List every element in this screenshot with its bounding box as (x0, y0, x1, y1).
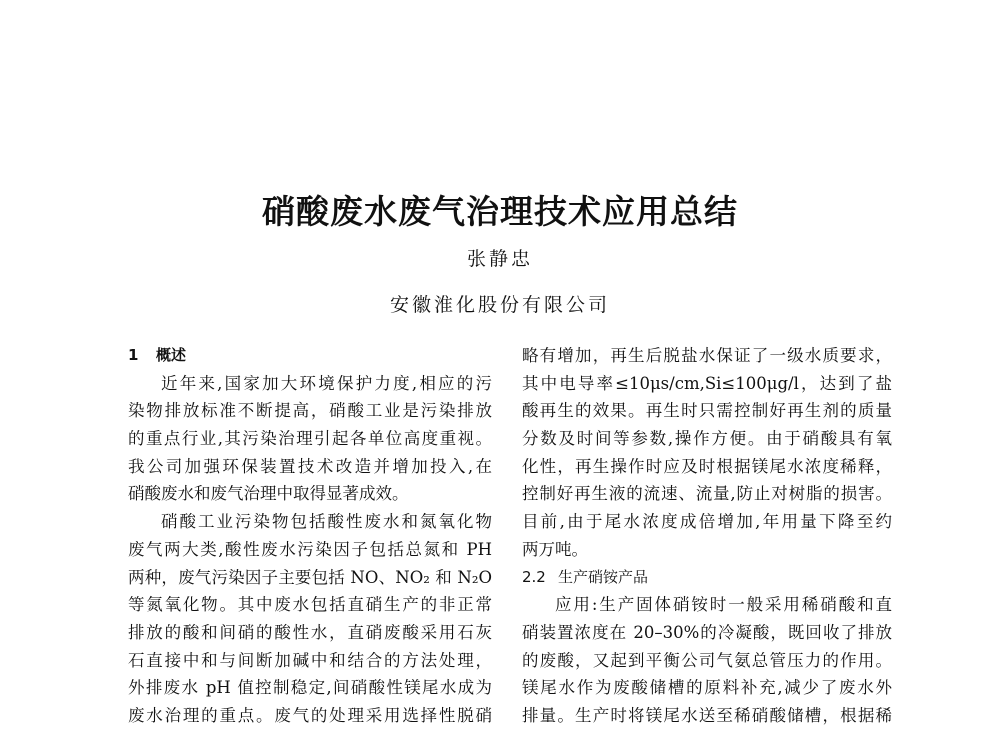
left-column (128, 342, 492, 730)
paragraph-line: 硝酸工业污染物包括酸性废水和氮氧化物 (161, 512, 492, 532)
paragraph-line: 的重点行业,其污染治理引起各单位高度重视。 (128, 429, 492, 449)
paragraph-line: 略有增加，再生后脱盐水保证了一级水质要求， (522, 346, 892, 365)
paragraph-line: 控制好再生液的流速、流量,防止对树脂的损害。 (522, 484, 892, 504)
paragraph-line: 外排废水 pH 值控制稳定,间硝酸性镁尾水成为 (128, 678, 492, 698)
paragraph-line: 其中电导率≤10μs/cm,Si≤100μg/l，达到了盐 (522, 373, 892, 393)
paragraph-line: 近年来,国家加大环境保护力度,相应的污 (161, 373, 492, 393)
paragraph-line: 化性，再生操作时应及时根据镁尾水浓度稀释， (522, 456, 892, 476)
section-heading-1 (128, 342, 492, 370)
paragraph-line: 排放的酸和间硝的酸性水，直硝废酸采用石灰 (128, 622, 492, 642)
paragraph-line: 分数及时间等参数,操作方便。由于硝酸具有氧 (522, 429, 892, 449)
paragraph-line: 镁尾水作为废酸储槽的原料补充,减少了废水外 (522, 678, 892, 698)
paragraph-line: 应用:生产固体硝铵时一般采用稀硝酸和直 (555, 595, 892, 615)
paragraph-line: 排量。生产时将镁尾水送至稀硝酸储槽，根据稀 (522, 705, 892, 725)
section-heading-2-2 (522, 564, 892, 592)
paragraph-line: 的废酸，又起到平衡公司气氨总管压力的作用。 (522, 650, 892, 670)
paragraph-line: 硝装置浓度在 20–30%的冷凝酸，既回收了排放 (522, 622, 892, 642)
paragraph-line: 石直接中和与间断加碱中和结合的方法处理， (128, 650, 492, 670)
section-number: 1 (128, 346, 139, 364)
author-affiliation: 安徽淮化股份有限公司 (389, 294, 610, 316)
paragraph-line: 染物排放标准不断提高，硝酸工业是污染排放 (128, 401, 492, 421)
paragraph-line: 酸再生的效果。再生时只需控制好再生剂的质量 (522, 401, 892, 421)
section-title: 生产硝铵产品 (558, 567, 649, 586)
paper-title: 硝酸废水废气治理技术应用总结 (262, 192, 738, 231)
paragraph-line: 废气两大类,酸性废水污染因子包括总氮和 PH (128, 539, 492, 559)
paragraph-line: 两种，废气污染因子主要包括 NO、NO₂ 和 N₂O (128, 567, 492, 587)
author-name: 张静忠 (466, 248, 533, 270)
paragraph-line: 两万吨。 (522, 539, 588, 559)
section-title: 概述 (156, 346, 187, 364)
paragraph-line: 废水治理的重点。废气的处理采用选择性脱硝 (128, 705, 492, 725)
paragraph-line: 目前,由于尾水浓度成倍增加,年用量下降至约 (522, 512, 892, 532)
paragraph-line: 硝酸废水和废气治理中取得显著成效。 (128, 484, 409, 504)
paragraph-line: 我公司加强环保装置技术改造并增加投入,在 (128, 456, 492, 476)
right-column (522, 342, 892, 730)
section-number: 2.2 (522, 567, 546, 586)
paragraph-line: 等氮氧化物。其中废水包括直硝生产的非正常 (128, 595, 492, 615)
